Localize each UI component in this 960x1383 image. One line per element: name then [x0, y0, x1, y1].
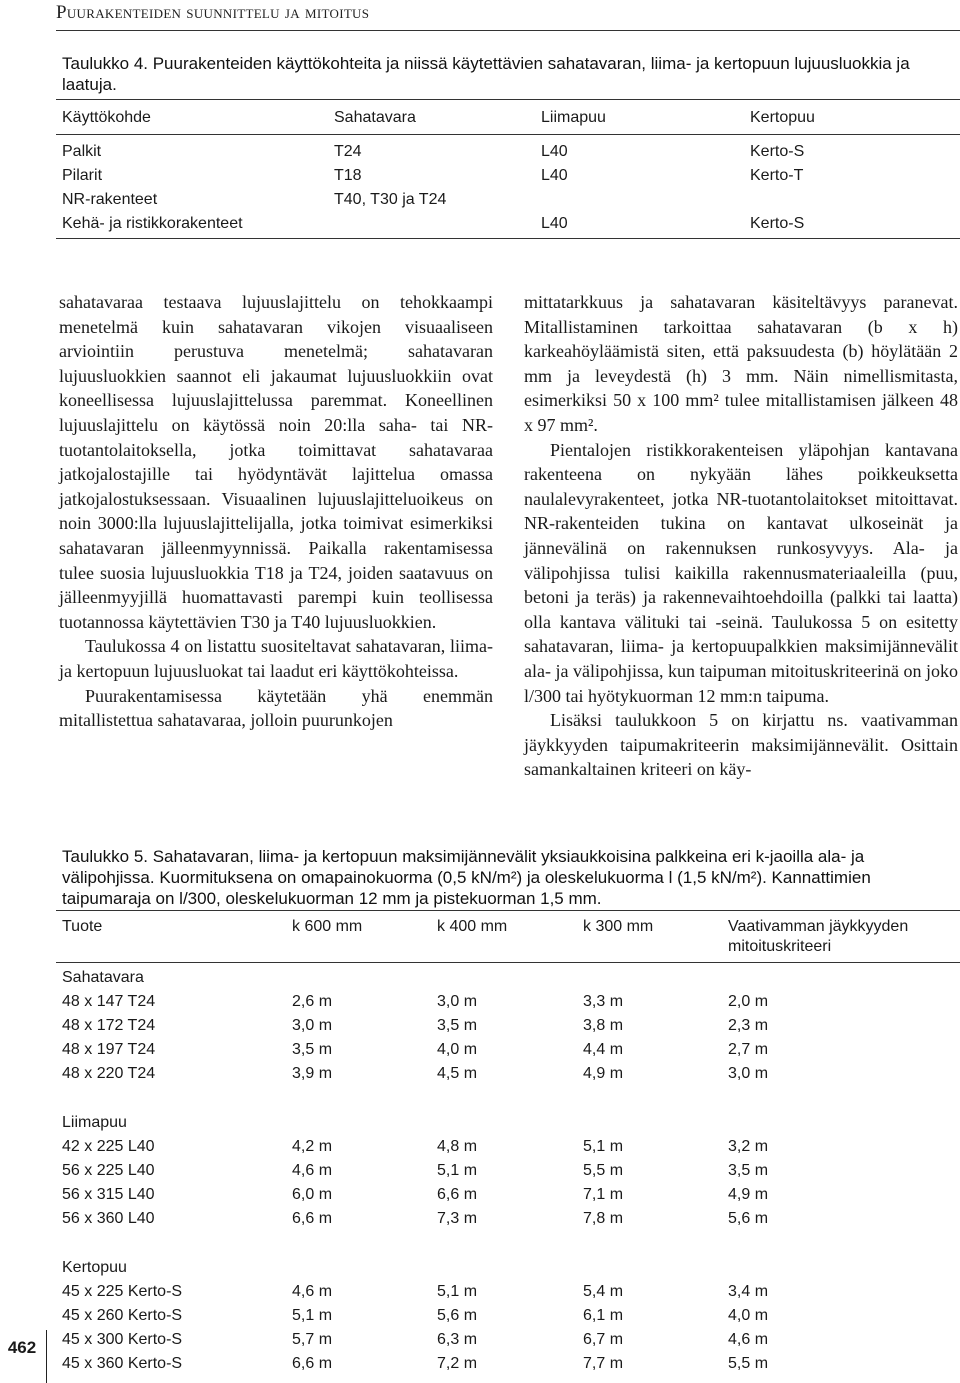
table5-cell: 4,8 m	[437, 1138, 478, 1155]
table5-cell: 4,0 m	[437, 1041, 478, 1058]
table5-header-cell: Tuote	[62, 918, 103, 935]
table5-cell: 6,0 m	[292, 1186, 333, 1203]
body-left-paragraph-3: Puurakentamisessa käytetään yhä enemmän mitallistettua sahatavaraa, jolloin puurunkojen	[59, 685, 493, 731]
table5-cell: 7,8 m	[583, 1210, 624, 1227]
table5-cell: 3,5 m	[437, 1017, 478, 1034]
table4-row-cell: Kerto-T	[750, 167, 804, 184]
table5-group-label: Liimapuu	[62, 1114, 127, 1131]
table5-group-label: Sahatavara	[62, 969, 144, 986]
table4-row-cell: L40	[541, 167, 568, 184]
table5-cell: 2,7 m	[728, 1041, 769, 1058]
table5-cell: 3,4 m	[728, 1283, 769, 1300]
table5-header-cell: k 400 mm	[437, 918, 508, 935]
table5-cell: 2,3 m	[728, 1017, 769, 1034]
table4-row-cell: T24	[334, 143, 362, 160]
table4-row-cell: T18	[334, 167, 362, 184]
table4-header-rule	[56, 134, 960, 135]
table5-cell: 42 x 225 L40	[62, 1138, 155, 1155]
table5-cell: 7,2 m	[437, 1355, 478, 1372]
body-column-left	[59, 290, 493, 733]
table5-cell: 4,6 m	[292, 1283, 333, 1300]
table5-cell: 6,3 m	[437, 1331, 478, 1348]
page-number: 462	[7, 1338, 37, 1357]
table4-row-cell: Palkit	[62, 143, 102, 160]
table5-cell: 2,6 m	[292, 993, 333, 1010]
table4-row-cell: Kerto-S	[750, 143, 805, 160]
table5-cell: 56 x 225 L40	[62, 1162, 155, 1179]
table5-cell: 45 x 300 Kerto-S	[62, 1331, 183, 1348]
table5-cell: 6,6 m	[292, 1355, 333, 1372]
table4-header-row-cell: Liimapuu	[541, 109, 606, 126]
table5-cell: 45 x 360 Kerto-S	[62, 1355, 183, 1372]
table5-cell: 3,5 m	[728, 1162, 769, 1179]
table5-header-rule	[56, 962, 960, 963]
table5-cell: 5,5 m	[728, 1355, 769, 1372]
table5-cell: 48 x 147 T24	[62, 993, 156, 1010]
table5-cell: 4,6 m	[292, 1162, 333, 1179]
table5-cell: 4,6 m	[728, 1331, 769, 1348]
table5-cell: 3,3 m	[583, 993, 624, 1010]
table5-cell: 3,0 m	[437, 993, 478, 1010]
table4-row-cell: L40	[541, 143, 568, 160]
table4-caption: Taulukko 4. Puurakenteiden käyttökohteita ja niissä käytettävien sahatavaran, liima- ja kertopuun lujuusluokkia ja laatuja.	[62, 54, 910, 94]
table5-cell: 5,1 m	[292, 1307, 333, 1324]
table5-header-cell: Vaativamman jäykkyyden mitoituskriteeri	[728, 918, 909, 955]
table4-row-cell: Kehä- ja ristikkorakenteet	[62, 215, 243, 232]
table4-top-rule	[56, 99, 960, 100]
table5-cell: 6,6 m	[292, 1210, 333, 1227]
table5-top-rule	[56, 910, 960, 911]
body-right-paragraph-2: Pientalojen ristikkorakenteisen yläpohjan kantavana rakenteena on nykyään lähes poikkeuksetta naulalevyrakenteet, jotka NR-tuotantolaitokset mitoittavat. NR-rakenteiden tukina on kantavat ulkoseinät ja jännevälinä on rakennuksen runkosyvyys. Ala- ja välipohjissa tulisi kaikilla rakennusmateriaaleilla (puu, betoni ja teräs) ja rakennevaihtoehdoilla (palkki tai laatta) olla kantava välituki tai -seinä. Taulukossa 5 on esitetty sahatavaran, liima- ja kertopuupalkkien maksimijännevälit ala- ja välipohjissa, kun taipuman mitoituskriteerinä on joko l/300 tai hyötykuorman 12 mm:n taipuma.	[524, 439, 958, 706]
table5-cell: 7,7 m	[583, 1355, 624, 1372]
table5-cell: 7,1 m	[583, 1186, 624, 1203]
table5-cell: 3,0 m	[292, 1017, 333, 1034]
table5-cell: 6,6 m	[437, 1186, 478, 1203]
table4-row-cell: NR-rakenteet	[62, 191, 158, 208]
table5-cell: 4,9 m	[583, 1065, 624, 1082]
table5-caption: Taulukko 5. Sahatavaran, liima- ja kertopuun maksimijännevälit yksiaukkoisina palkkeina eri k-jaoilla ala- ja välipohjissa. Kuormituksena on omapainokuorma (0,5 kN/m²) ja oleskelukuorma l (1,5 kN/m²). Kannattimien taipumaraja on l/300, oleskelukuorman 12 mm ja pistekuorman 1,5 mm.	[62, 847, 871, 908]
table4-row-cell: L40	[541, 215, 568, 232]
table5-cell: 6,7 m	[583, 1331, 624, 1348]
table5-cell: 5,5 m	[583, 1162, 624, 1179]
table5-cell: 56 x 315 L40	[62, 1186, 155, 1203]
running-header: Puurakenteiden suunnittelu ja mitoitus	[56, 2, 370, 23]
page-number-rule	[46, 1330, 47, 1383]
table5-cell: 3,5 m	[292, 1041, 333, 1058]
body-right-paragraph-3: Lisäksi taulukkoon 5 on kirjattu ns. vaativamman jäykkyyden taipumakriteerin maksimijännevälit. Osittain samankaltainen kriteeri on käy-	[524, 710, 958, 780]
table5-cell: 5,4 m	[583, 1283, 624, 1300]
table5-cell: 6,1 m	[583, 1307, 624, 1324]
body-right-paragraph-1: mittatarkkuus ja sahatavaran käsiteltävyys paranevat. Mitallistaminen tarkoittaa sahatavaran (b x h) karkeahöyläämistä siten, että paksuudesta (b) höylätään 2 mm ja leveydestä (h) 3 mm. Näin nimellismitasta, esimerkiksi 50 x 100 mm² tulee mitallistamisen jälkeen 48 x 97 mm².	[524, 292, 958, 435]
table5-cell: 4,9 m	[728, 1186, 769, 1203]
body-left-paragraph-1: sahatavaraa testaava lujuuslajittelu on tehokkaampi menetelmä kuin sahatavaran vikojen visuaaliseen arviointiin perustuva menetelmä; sahatavaran lujuusluokkien saannot eli jakaumat lujuusluokkiin ovat koneellisessa lujuuslajittelussa paremmat. Koneellinen lujuuslajittelu on käytössä noin 20:lla saha- tai NR-tuotantolaitoksella, jotka toimittavat sahatavaraa jatkojalostajille tai hyödyntävät lajittelua omassa jatkojalostuksessaan. Visuaalinen lujuuslajitteluoikeus on noin 3000:lla lujuuslajittelijalla, jotka toimivat esimerkiksi sahatavaran jälleenmyynnissä. Paikalla rakentamisessa tulee suosia lujuusluokkia T18 ja T24, joiden saatavuus on jälleenmyyjillä huomattavasti parempi kuin teollisessa tuotannossa käytettävien T30 ja T40 lujuusluokkien.	[59, 292, 493, 632]
table4-header-row-cell: Sahatavara	[334, 109, 416, 126]
table5-cell: 45 x 225 Kerto-S	[62, 1283, 183, 1300]
table4-row-cell: Pilarit	[62, 167, 103, 184]
table5-cell: 2,0 m	[728, 993, 769, 1010]
table4-row-cell: T40, T30 ja T24	[334, 191, 447, 208]
table5-cell: 4,0 m	[728, 1307, 769, 1324]
table5-cell: 7,3 m	[437, 1210, 478, 1227]
body-left-paragraph-2: Taulukossa 4 on listattu suositeltavat sahatavaran, liima- ja kertopuun lujuusluokat tai laadut eri käyttökohteissa.	[59, 636, 493, 681]
table4-row-cell: Kerto-S	[750, 215, 805, 232]
table5-cell: 56 x 360 L40	[62, 1210, 155, 1227]
table5-cell: 4,5 m	[437, 1065, 478, 1082]
table5-cell: 5,1 m	[437, 1283, 478, 1300]
table5-cell: 3,0 m	[728, 1065, 769, 1082]
table5-cell: 5,7 m	[292, 1331, 333, 1348]
header-rule	[56, 30, 960, 31]
table5-group-label: Kertopuu	[62, 1259, 127, 1276]
body-column-right	[524, 290, 958, 782]
table4-header-row-cell: Käyttökohde	[62, 109, 151, 126]
table5-cell: 4,2 m	[292, 1138, 333, 1155]
table4-bottom-rule	[56, 238, 960, 239]
table5-cell: 5,1 m	[583, 1138, 624, 1155]
table5-header-cell: k 600 mm	[292, 918, 363, 935]
table5-cell: 3,9 m	[292, 1065, 333, 1082]
table5-cell: 3,8 m	[583, 1017, 624, 1034]
table5-cell: 45 x 260 Kerto-S	[62, 1307, 183, 1324]
table5-header-cell: k 300 mm	[583, 918, 654, 935]
table5-cell: 48 x 220 T24	[62, 1065, 156, 1082]
table5-cell: 48 x 197 T24	[62, 1041, 156, 1058]
table5-cell: 5,6 m	[437, 1307, 478, 1324]
table5-cell: 48 x 172 T24	[62, 1017, 156, 1034]
table5-cell: 5,6 m	[728, 1210, 769, 1227]
table5-cell: 3,2 m	[728, 1138, 769, 1155]
table4-header-row-cell: Kertopuu	[750, 109, 815, 126]
table5-cell: 4,4 m	[583, 1041, 624, 1058]
table5-cell: 5,1 m	[437, 1162, 478, 1179]
